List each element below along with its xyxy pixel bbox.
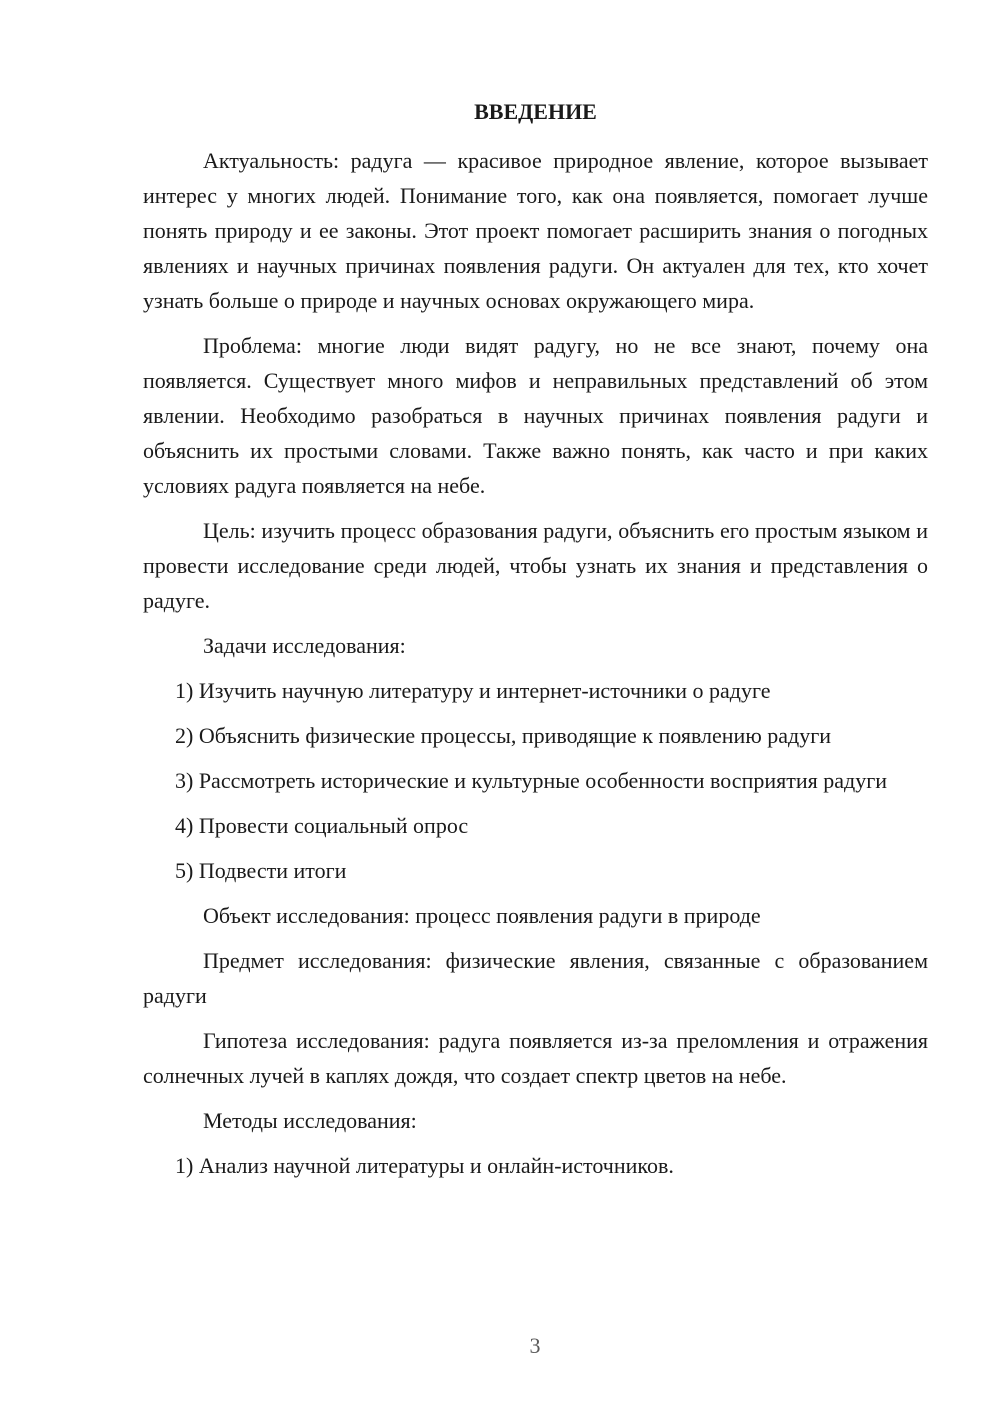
hypothesis-paragraph: Гипотеза исследования: радуга появляется из-за преломления и отражения солнечных лучей в каплях дождя, что создает спектр цветов на небе.	[143, 1028, 928, 1088]
page-number: 3	[529, 1333, 541, 1358]
relevance-paragraph: Актуальность: радуга — красивое природное явление, которое вызывает интерес у многих людей. Понимание того, как она появляется, помогает лучше понять природу и ее законы. Этот проект помогает расширить знания о погодных явлениях и научных причинах появления радуги. Он актуален для тех, кто хочет узнать больше о природе и научных основах окружающего мира.	[143, 148, 928, 313]
task-item-1: 1) Изучить научную литературу и интернет-источники о радуге	[175, 678, 771, 703]
subject-paragraph: Предмет исследования: физические явления, связанные с образованием радуги	[143, 948, 928, 1008]
task-item-4: 4) Провести социальный опрос	[175, 813, 469, 838]
page-title: ВВЕДЕНИЕ	[474, 99, 597, 124]
task-item-5: 5) Подвести итоги	[175, 858, 347, 883]
tasks-title: Задачи исследования:	[203, 633, 406, 658]
problem-paragraph: Проблема: многие люди видят радугу, но не все знают, почему она появляется. Существует много мифов и неправильных представлений об этом явлении. Необходимо разобраться в научных причинах появления радуги и объяснить их простыми словами. Также важно понять, как часто и при каких условиях радуга появляется на небе.	[143, 333, 928, 498]
method-item-1: 1) Анализ научной литературы и онлайн-источников.	[175, 1153, 674, 1178]
goal-paragraph: Цель: изучить процесс образования радуги, объяснить его простым языком и провести исследование среди людей, чтобы узнать их знания и представления о радуге.	[143, 518, 928, 613]
task-item-2: 2) Объяснить физические процессы, приводящие к появлению радуги	[175, 723, 832, 748]
object-paragraph: Объект исследования: процесс появления радуги в природе	[203, 903, 761, 928]
task-item-3: 3) Рассмотреть исторические и культурные особенности восприятия радуги	[175, 768, 887, 793]
methods-title: Методы исследования:	[203, 1108, 417, 1133]
document-body	[143, 94, 928, 1193]
